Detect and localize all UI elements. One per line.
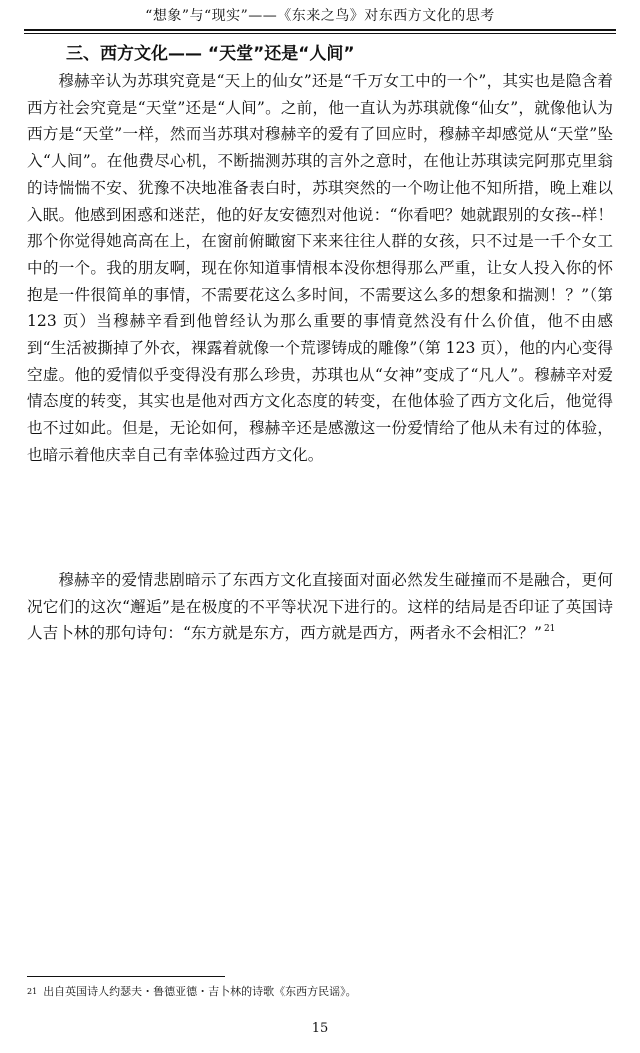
section-title: 三、西方文化—— “天堂”还是“人间” xyxy=(66,44,355,64)
footnote-text: 出自英国诗人约瑟夫・鲁德亚德・吉卜林的诗歌《东西方民谣》。 xyxy=(43,985,357,998)
body-paragraph-2-text: 穆赫辛的爱情悲剧暗示了东西方文化直接面对面必然发生碰撞而不是融合，更何况它们的这次“邂逅”是在极度的不平等状况下进行的。这样的结局是否印证了英国诗人吉卜林的那句诗句：“东方就是东方，西方就是西方，两者永不会相汇？” xyxy=(27,571,613,643)
body-paragraph-2 xyxy=(27,567,613,647)
footnote-separator xyxy=(27,976,225,977)
header-rule-thin xyxy=(24,33,616,34)
body-paragraph-1: 穆赫辛认为苏琪究竟是“天上的仙女”还是“千万女工中的一个”，其实也是隐含着西方社会究竟是“天堂”还是“人间”。之前，他一直认为苏琪就像“仙女”，就像他认为西方是“天堂”一样，然而当苏琪对穆赫辛的爱有了回应时，穆赫辛却感觉从“天堂”坠入“人间”。在他费尽心机，不断揣测苏琪的言外之意时，在他让苏琪读完阿那克里翁的诗惴惴不安、犹豫不决地准备表白时，苏琪突然的一个吻让他不知所措，晚上难以入眠。他感到困惑和迷茫，他的好友安德烈对他说：“你看吧？她就跟别的女孩--样！那个你觉得她高高在上，在窗前俯瞰窗下来来往往人群的女孩，只不过是一千个女工中的一个。我的朋友啊，现在你知道事情根本没你想得那么严重，让女人投入你的怀抱是一件很简单的事情，不需要花这么多时间，不需要这么多的想象和揣测！？”（第 123 页）当穆赫辛看到他曾经认为那么重要的事情竟然没有什么价值，他不由感到“生活被撕掉了外衣，裸露着就像一个荒谬铸成的雕像”（第 123 页），他的内心变得空虚。他的爱情似乎变得没有那么珍贵，苏琪也从“女神”变成了“凡人”。穆赫辛对爱情态度的转变，其实也是他对西方文化态度的转变，在他体验了西方文化后，他觉得也不过如此。但是，无论如何，穆赫辛还是感激这一份爱情给了他从未有过的体验，也暗示着他庆幸自己有幸体验过西方文化。 xyxy=(27,72,613,464)
running-header: “想象”与“现实”——《东来之鸟》对东西方文化的思考 xyxy=(145,8,495,24)
body-paragraph-2-block xyxy=(27,567,613,647)
header-rule-thick xyxy=(24,29,616,31)
footnote xyxy=(27,984,613,1000)
page-number: 15 xyxy=(311,1021,329,1036)
footnote-reference-mark[interactable]: 21 xyxy=(543,624,556,635)
body-paragraph-1-block xyxy=(27,68,613,469)
footnote-number: 21 xyxy=(27,987,38,996)
